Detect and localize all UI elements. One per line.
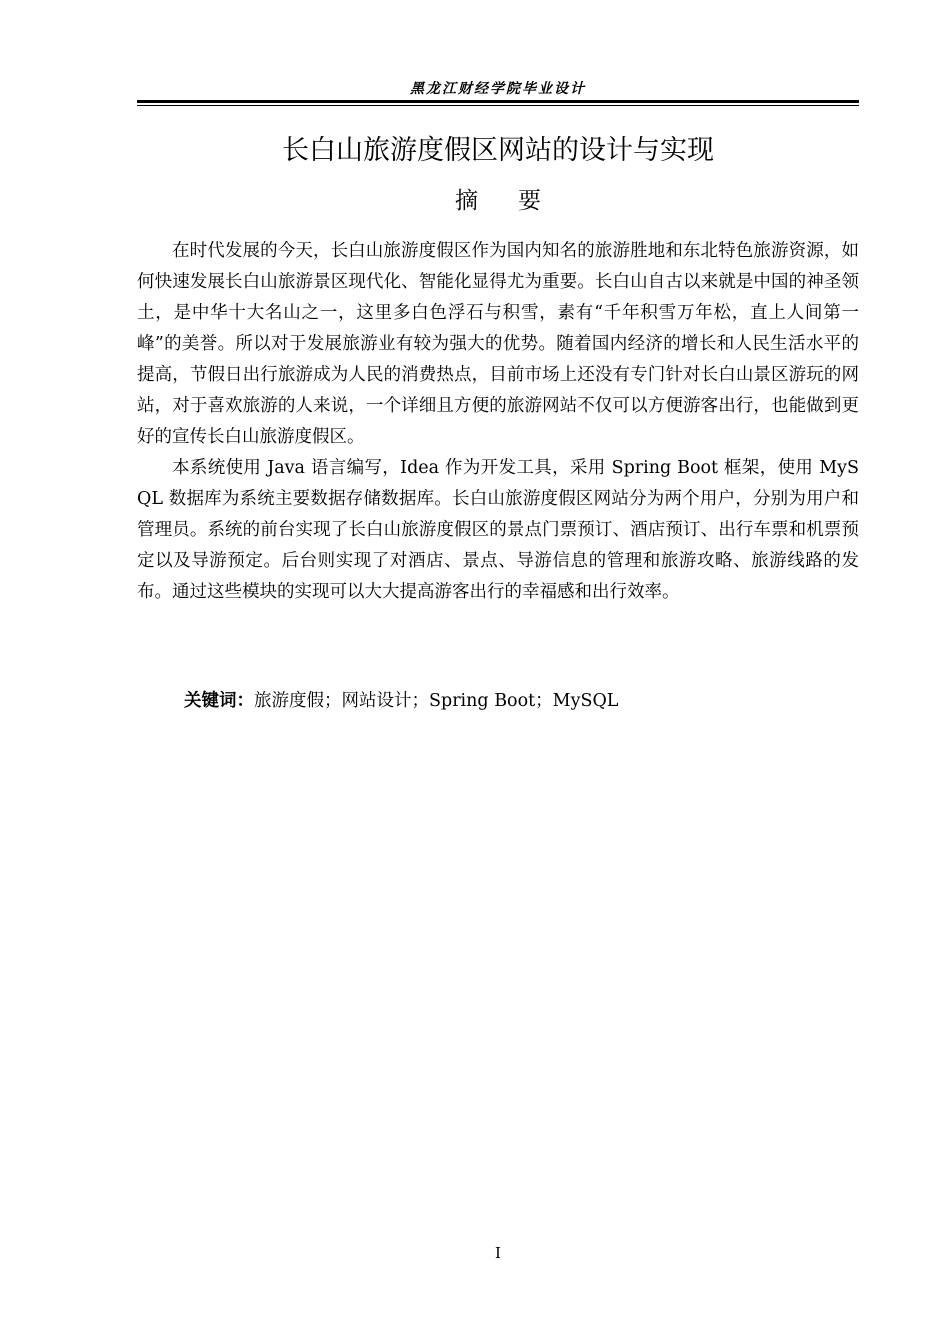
abstract-body [137, 236, 859, 608]
document-title: 长白山旅游度假区网站的设计与实现 [282, 135, 714, 166]
keywords-line [184, 686, 844, 716]
header-rule-thick [137, 100, 859, 103]
page-number: I [495, 1244, 501, 1262]
abstract-paragraph-2: 本系统使用 Java 语言编写，Idea 作为开发工具，采用 Spring Boot 框架，使用 MySQL 数据库为系统主要数据存储数据库。长白山旅游度假区网站分为两个用户，分别为用户和管理员。系统的前台实现了长白山旅游度假区的景点门票预订、酒店预订、出行车票和机票预定以及导游预定。后台则实现了对酒店、景点、导游信息的管理和旅游攻略、旅游线路的发布。通过这些模块的实现可以大大提高游客出行的幸福感和出行效率。 [137, 458, 859, 602]
keywords-text: 旅游度假；网站设计；Spring Boot；MySQL [254, 691, 619, 711]
abstract-paragraph-1: 在时代发展的今天，长白山旅游度假区作为国内知名的旅游胜地和东北特色旅游资源，如何快速发展长白山旅游景区现代化、智能化显得尤为重要。长白山自古以来就是中国的神圣领土，是中华十大名山之一，这里多白色浮石与积雪，素有“千年积雪万年松，直上人间第一峰”的美誉。所以对于发展旅游业有较为强大的优势。随着国内经济的增长和人民生活水平的提高，节假日出行旅游成为人民的消费热点，目前市场上还没有专门针对长白山景区游玩的网站，对于喜欢旅游的人来说，一个详细且方便的旅游网站不仅可以方便游客出行，也能做到更好的宣传长白山旅游度假区。 [137, 241, 859, 447]
running-header: 黑龙江财经学院毕业设计 [410, 81, 586, 97]
header-rule-thin [137, 105, 859, 106]
keywords-label: 关键词： [184, 691, 254, 711]
abstract-heading: 摘要 [455, 188, 581, 214]
